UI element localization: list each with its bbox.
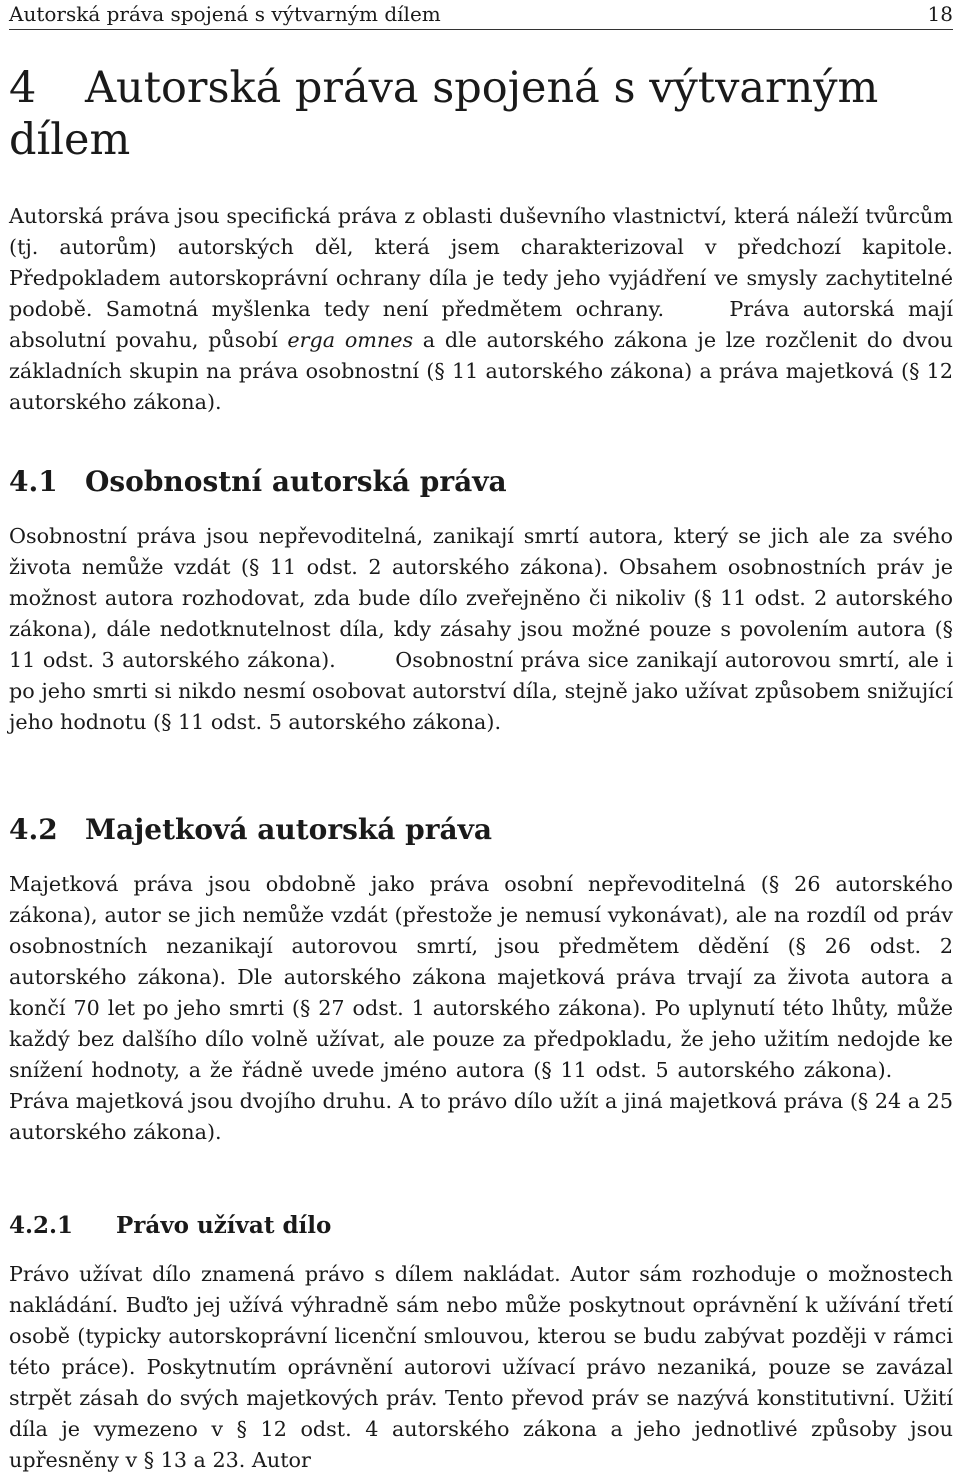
running-header: [9, 1, 953, 30]
property-rights-paragraph: [9, 869, 953, 1148]
page-number: 18: [927, 2, 953, 26]
section-number: 4.2: [9, 813, 58, 846]
subsection-heading-4-2-1: [9, 1211, 331, 1241]
paragraph-text-2: Osobnostní práva sice zanikají autorovou smrtí, ale i po jeho smrti si nikdo nesmí osobovat autorství díla, stejně jako užívat způsobem snižující jeho hodnotu (§ 11 odst. 5 autorského zákona).: [9, 648, 954, 734]
paragraph-text: Právo užívat dílo znamená právo s dílem nakládat. Autor sám rozhoduje o možnostech nakládání. Buďto jej užívá výhradně sám nebo může poskytnout oprávnění k užívání třetí osobě (typicky autorskoprávní licenční smlouvou, kterou se budu zabývat později v rámci této práce). Poskytnutím oprávnění autorovi užívací právo nezaniká, pouze se zavázal strpět zásah do svých majetkových práv. Tento převod práv se nazývá konstitutivní. Užití díla je vymezeno v § 12 odst. 4 autorského zákona a jeho jednotlivé způsoby jsou upřesněny v § 13 a 23. Autor: [9, 1262, 953, 1472]
chapter-title: Autorská práva spojená s výtvarným dílem: [9, 63, 879, 165]
subsection-number: 4.2.1: [9, 1212, 74, 1239]
paragraph-text-2: Práva majetková jsou dvojího druhu. A to právo dílo užít a jiná majetková práva (§ 24 a 25 autorského zákona).: [9, 1089, 953, 1144]
chapter-heading: [9, 62, 949, 166]
intro-paragraph-text: Autorská práva jsou specifická práva z oblasti duševního vlastnictví, která náleží tvůrcům (tj. autorům) autorských děl, která jsem charakterizoval v předchozí kapitole. Předpokladem autorskoprávní ochrany díla je tedy jeho vyjádření ve smysly zachytitelné podobě. Samotná myšlenka tedy není předmětem ochrany.: [9, 204, 953, 321]
section-title: Majetková autorská práva: [85, 813, 493, 846]
use-right-paragraph: [9, 1259, 953, 1476]
paragraph-text: Majetková práva jsou obdobně jako práva osobní nepřevoditelná (§ 26 autorského zákona), autor se jich nemůže vzdát (přestože je nemusí vykonávat), ale na rozdíl od práv osobnostních nezanikají autorovou smrtí, jsou předmětem dědění (§ 26 odst. 2 autorského zákona). Dle autorského zákona majetková práva trvají za života autora a končí 70 let po jeho smrti (§ 27 odst. 1 autorského zákona). Po uplynutí této lhůty, může každý bez dalšího dílo volně užívat, ale pouze za předpokladu, že jeho užitím nedojde ke snížení hodnoty, a že řádně uvede jméno autora (§ 11 odst. 5 autorského zákona).: [9, 872, 953, 1082]
section-heading-4-2: [9, 813, 492, 847]
personal-rights-paragraph: [9, 521, 953, 738]
running-header-title: Autorská práva spojená s výtvarným dílem: [9, 2, 441, 26]
chapter-number: 4: [9, 63, 37, 113]
paragraph-text: Osobnostní práva jsou nepřevoditelná, zanikají smrtí autora, který se jich ale za svého života nemůže vzdát (§ 11 odst. 2 autorského zákona). Obsahem osobnostních práv je možnost autora rozhodovat, zda bude dílo zveřejněno či nikoliv (§ 11 odst. 2 autorského zákona), dále nedotknutelnost díla, kdy zásahy jsou možné pouze s povolením autora (§ 11 odst. 3 autorského zákona).: [9, 524, 953, 672]
section-title: Osobnostní autorská práva: [85, 465, 507, 498]
section-number: 4.1: [9, 465, 58, 498]
intro-paragraph: [9, 201, 953, 418]
latin-term: erga omnes: [287, 328, 414, 352]
intro-paragraph-2-start: Práva autorská mají absolutní povahu, působí: [9, 297, 953, 352]
intro-paragraph-2-end: a dle autorského zákona je lze rozčlenit do dvou základních skupin na práva osobnostní (§ 11 autorského zákona) a práva majetková (§ 12 autorského zákona).: [9, 328, 953, 414]
subsection-title: Právo užívat dílo: [116, 1212, 332, 1239]
section-heading-4-1: [9, 465, 507, 499]
